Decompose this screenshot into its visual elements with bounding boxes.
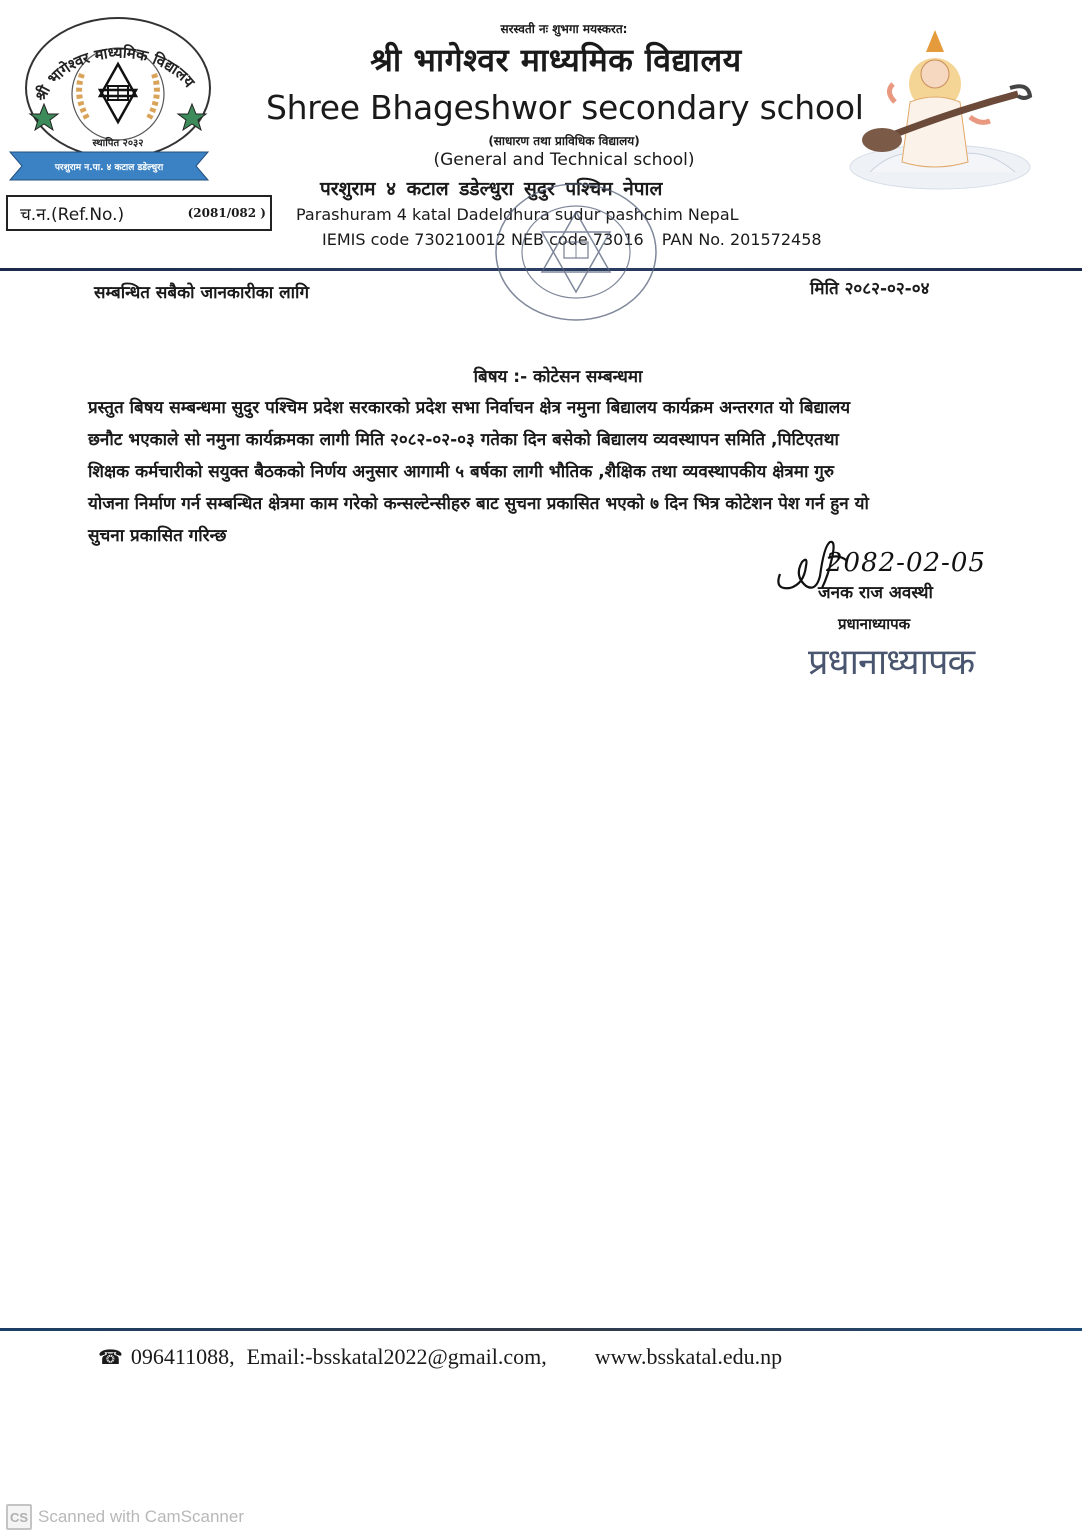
letter-date: मिति २०८२-०२-०४ [810, 279, 930, 299]
letter-body [88, 392, 1033, 552]
body-line: योजना निर्माण गर्न सम्बन्धित क्षेत्रमा काम गरेको कन्सल्टेन्सीहरु बाट सुचना प्रकासित भएको ७ दिन भित्र कोटेशन पेश गर्न हुन यो [88, 494, 869, 514]
signatory-title: प्रधानाध्यापक [838, 615, 911, 633]
saraswati-image [840, 22, 1050, 192]
camscanner-logo-icon: CS [6, 1504, 32, 1530]
iemis-neb-codes: IEMIS code 730210012 NEB code 73016 [322, 230, 644, 249]
invocation: सरस्वती नः शुभगा मयस्करत: [500, 22, 628, 36]
body-line: शिक्षक कर्मचारीको सयुक्त बैठकको निर्णय अनुसार आगामी ५ बर्षका लागी भौतिक ,शैक्षिक तथा व्यवस्थापकीय क्षेत्रमा गुरु [88, 462, 835, 482]
signatory-name: जनक राज अवस्थी [818, 583, 933, 603]
address-nepali: परशुराम ४ कटाल डडेल्धुरा सुदुर पश्चिम नेपाल [320, 178, 663, 200]
logo-ring-text: श्री भागेश्वर माध्यमिक विद्यालय [31, 43, 199, 104]
camscanner-text: Scanned with CamScanner [38, 1507, 245, 1526]
signature-date: 2082-02-05 [826, 548, 986, 578]
camscanner-watermark [6, 1504, 244, 1530]
saraswati-icon [840, 22, 1050, 192]
school-name-nepali: श्री भागेश्वर माध्यमिक विद्यालय [370, 41, 742, 79]
website-link[interactable]: www.bsskatal.edu.np [594, 1344, 783, 1369]
logo-established: स्थापित २०३२ [92, 138, 144, 149]
logo-ribbon-text: परशुराम न.पा. ४ कटाल डडेल्धुरा [54, 163, 164, 173]
school-type-nepali: (साधारण तथा प्राविधिक विद्यालय) [488, 134, 640, 148]
phone-icon: ☎ [98, 1346, 123, 1369]
official-seal [494, 180, 664, 330]
recipient-line: सम्बन्धित सबैको जानकारीका लागि [94, 283, 310, 303]
pan-number: PAN No. 201572458 [661, 230, 822, 249]
letter-subject: बिषय :- कोटेसन सम्बन्धमा [473, 367, 643, 387]
email-address: Email:-bsskatal2022@gmail.com, [246, 1344, 547, 1369]
seal-icon [494, 180, 664, 330]
address-english: Parashuram 4 katal Dadeldhura sudur pashchim NepaL [296, 205, 739, 224]
reference-value: (2081/082 ) [187, 206, 266, 220]
title-stamp: प्रधानाध्यापक [808, 642, 975, 683]
school-name-english: Shree Bhageshwor secondary school [266, 88, 864, 127]
reference-label: च.न.(Ref.No.) [20, 204, 125, 225]
footer-contact [98, 1344, 782, 1370]
reference-number-box [6, 195, 272, 231]
body-line: छनौट भएकाले सो नमुना कार्यक्रमका लागी मिति २०८२-०२-०३ गतेका दिन बसेको बिद्यालय व्यवस्थापन समिति ,पिटिएतथा [88, 430, 839, 450]
body-line: सुचना प्रकासित गरिन्छ [88, 526, 227, 546]
body-line: प्रस्तुत बिषय सम्बन्धमा सुदुर पश्चिम प्रदेश सरकारको प्रदेश सभा निर्वाचन क्षेत्र नमुना बिद्यालय कार्यक्रम अन्तरगत यो बिद्यालय [88, 398, 851, 418]
phone-number: 096411088, [130, 1344, 235, 1369]
school-type-english: (General and Technical school) [433, 150, 695, 170]
footer-divider [0, 1328, 1082, 1331]
